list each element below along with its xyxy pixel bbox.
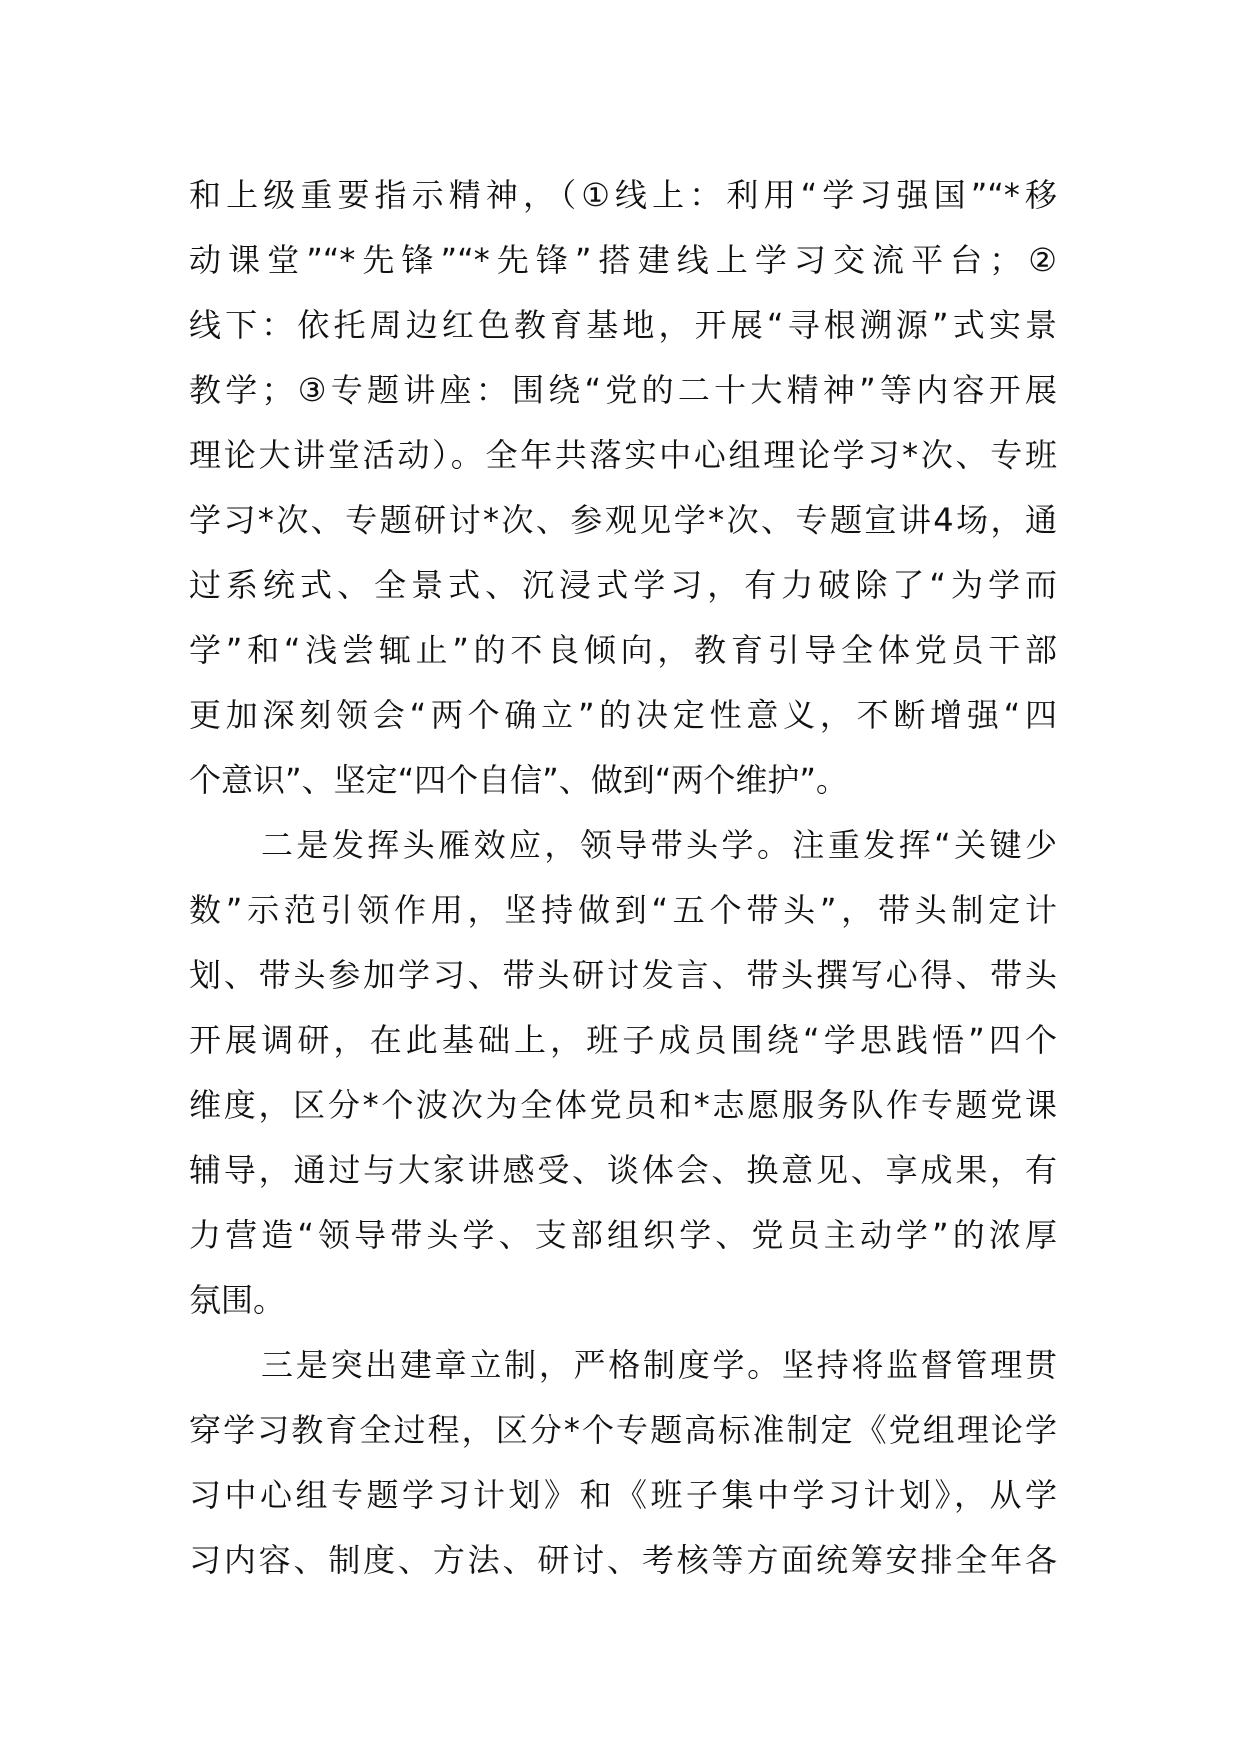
text-line: 教学；③专题讲座：围绕“党的二十大精神”等内容开展 xyxy=(189,371,1057,409)
text-line: 氛围。 xyxy=(189,1281,286,1319)
text-line: 二是发挥头雁效应，领导带头学。注重发挥“关键少 xyxy=(261,826,1057,864)
text-line: 力营造“领导带头学、支部组织学、党员主动学”的浓厚 xyxy=(189,1216,1057,1254)
text-line: 划、带头参加学习、带头研讨发言、带头撰写心得、带头 xyxy=(189,956,1057,994)
text-line: 学”和“浅尝辄止”的不良倾向，教育引导全体党员干部 xyxy=(189,631,1057,669)
text-line: 学习*次、专题研讨*次、参观见学*次、专题宣讲4场，通 xyxy=(189,501,1057,539)
paragraph-institution-learning xyxy=(189,1333,1057,1593)
text-line: 数”示范引领作用，坚持做到“五个带头”，带头制定计 xyxy=(189,891,1057,929)
text-line: 动课堂”“*先锋”“*先锋”搭建线上学习交流平台；② xyxy=(189,241,1057,279)
text-line: 和上级重要指示精神，（①线上：利用“学习强国”“*移 xyxy=(189,176,1057,214)
text-line: 理论大讲堂活动）。全年共落实中心组理论学习*次、专班 xyxy=(189,436,1057,474)
text-line: 更加深刻领会“两个确立”的决定性意义，不断增强“四 xyxy=(189,696,1057,734)
text-line: 习内容、制度、方法、研讨、考核等方面统筹安排全年各 xyxy=(189,1541,1057,1579)
text-line: 辅导，通过与大家讲感受、谈体会、换意见、享成果，有 xyxy=(189,1151,1057,1189)
text-line: 穿学习教育全过程，区分*个专题高标准制定《党组理论学 xyxy=(189,1411,1057,1449)
document-body xyxy=(189,163,1057,1593)
text-line: 线下：依托周边红色教育基地，开展“寻根溯源”式实景 xyxy=(189,306,1057,344)
text-line: 维度，区分*个波次为全体党员和*志愿服务队作专题党课 xyxy=(189,1086,1057,1124)
text-line: 习中心组专题学习计划》和《班子集中学习计划》，从学 xyxy=(189,1476,1057,1514)
text-line: 三是突出建章立制，严格制度学。坚持将监督管理贯 xyxy=(261,1346,1057,1384)
text-line: 开展调研，在此基础上，班子成员围绕“学思践悟”四个 xyxy=(189,1021,1057,1059)
text-line: 过系统式、全景式、沉浸式学习，有力破除了“为学而 xyxy=(189,566,1057,604)
paragraph-continuation xyxy=(189,163,1057,813)
text-line: 个意识”、坚定“四个自信”、做到“两个维护”。 xyxy=(189,761,848,799)
paragraph-leader-learning xyxy=(189,813,1057,1333)
